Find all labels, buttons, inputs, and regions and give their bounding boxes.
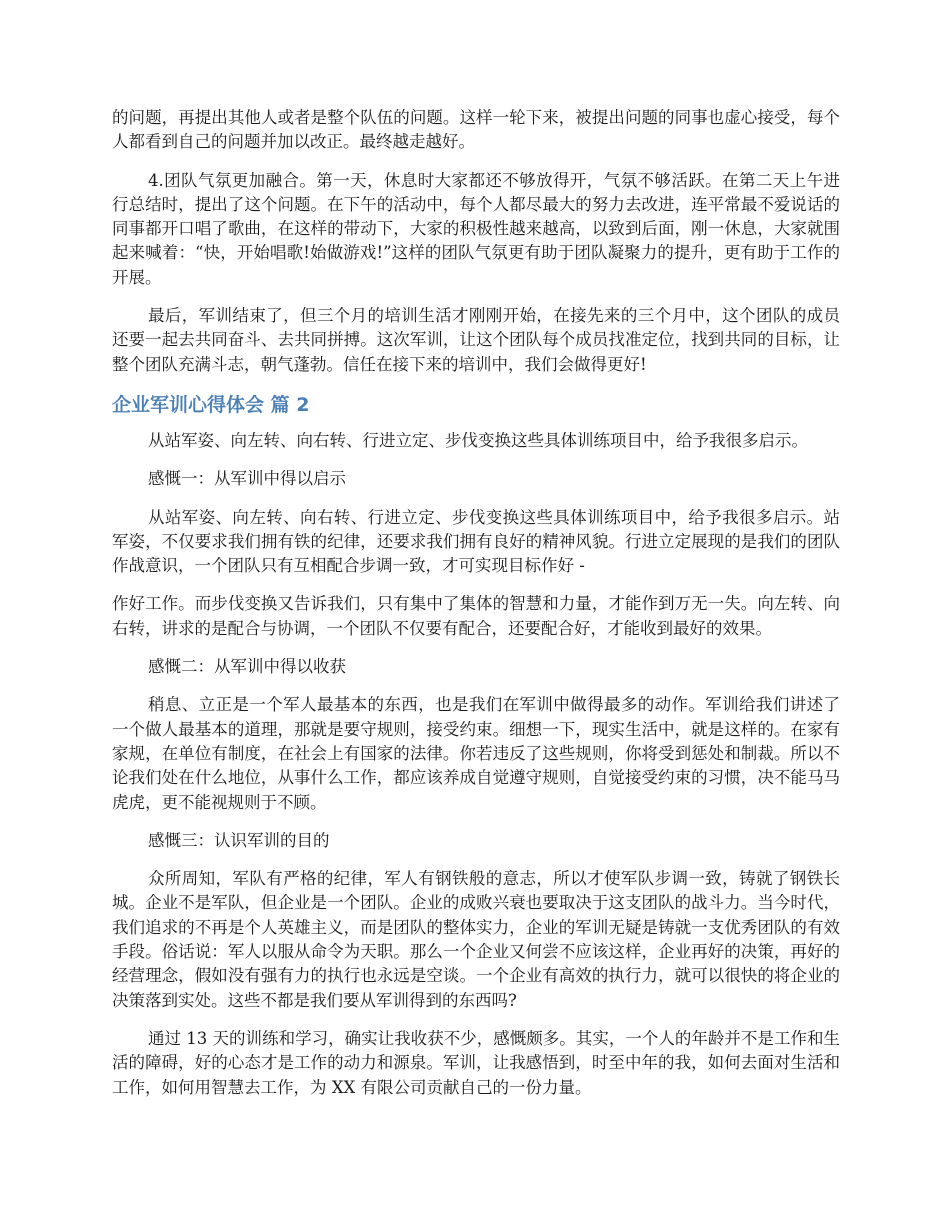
paragraph-8: 众所周知，军队有严格的纪律，军人有钢铁般的意志，所以才使军队步调一致，铸就了钢铁长城。企业不是军队，但企业是一个团队。企业的成败兴衰也要取决于这支团队的战斗力。当今时代，我们追求的不再是个人英雄主义，而是团队的整体实力，企业的军训无疑是铸就一支优秀团队的有效手段。俗话说：军人以服从命令为天职。那么一个企业又何尝不应该这样，企业再好的决策，再好的经营理念，假如没有强有力的执行也永远是空谈。一个企业有高效的执行力，就可以很快的将企业的决策落到实处。这些不都是我们要从军训得到的东西吗? <box>112 869 840 1010</box>
paragraph-9: 通过 13 天的训练和学习，确实让我收获不少，感慨颇多。其实，一个人的年龄并不是工作和生活的障碍，好的心态才是工作的动力和源泉。军训，让我感悟到，时至中年的我，如何去面对生活和工作，如何用智慧去工作，为 XX 有限公司贡献自己的一份力量。 <box>112 1028 840 1097</box>
paragraph-3: 最后，军训结束了，但三个月的培训生活才刚刚开始，在接先来的三个月中，这个团队的成员还要一起去共同奋斗、去共同拼搏。这次军训，让这个团队每个成员找准定位，找到共同的目标，让整个团队充满斗志，朝气蓬勃。信任在接下来的培训中，我们会做得更好! <box>112 306 840 374</box>
subheading-1: 感慨一：从军训中得以启示 <box>148 469 346 489</box>
paragraph-6: 作好工作。而步伐变换又告诉我们，只有集中了集体的智慧和力量，才能作到万无一失。向左转、向右转，讲求的是配合与协调，一个团队不仅要有配合，还要配合好，才能收到最好的效果。 <box>112 594 840 638</box>
paragraph-7: 稍息、立正是一个军人最基本的东西，也是我们在军训中做得最多的动作。军训给我们讲述了一个做人最基本的道理，那就是要守规则，接受约束。细想一下，现实生活中，就是这样的。在家有家规，在单位有制度，在社会上有国家的法律。你若违反了这些规则，你将受到惩处和制裁。所以不论我们处在什么地位，从事什么工作，都应该养成自觉遵守规则，自觉接受约束的习惯，决不能马马虎虎，更不能视规则于不顾。 <box>112 695 840 812</box>
paragraph-2: 4.团队气氛更加融合。第一天，休息时大家都还不够放得开，气氛不够活跃。在第二天上午进行总结时，提出了这个问题。在下午的活动中，每个人都尽最大的努力去改进，连平常最不爱说话的同事都开口唱了歌曲，在这样的带动下，大家的积极性越来越高，以致到后面，刚一休息，大家就围起来喊着：“快，开始唱歌!始做游戏!”这样的团队气氛更有助于团队凝聚力的提升，更有助于工作的开展。 <box>112 170 840 287</box>
document-page <box>112 106 840 1114</box>
paragraph-1: 的问题，再提出其他人或者是整个队伍的问题。这样一轮下来，被提出问题的同事也虚心接受，每个人都看到自己的问题并加以改正。最终越走越好。 <box>112 108 840 152</box>
section-heading: 企业军训心得体会 篇 2 <box>112 393 310 416</box>
subheading-3: 感慨三：认识军训的目的 <box>148 830 330 850</box>
subheading-2: 感慨二：从军训中得以收获 <box>148 657 346 677</box>
paragraph-4: 从站军姿、向左转、向右转、行进立定、步伐变换这些具体训练项目中，给予我很多启示。 <box>148 430 808 450</box>
paragraph-5: 从站军姿、向左转、向右转、行进立定、步伐变换这些具体训练项目中，给予我很多启示。站军姿，不仅要求我们拥有铁的纪律，还要求我们拥有良好的精神风貌。行进立定展现的是我们的团队作战意识，一个团队只有互相配合步调一致，才可实现目标作好 - <box>112 507 840 576</box>
